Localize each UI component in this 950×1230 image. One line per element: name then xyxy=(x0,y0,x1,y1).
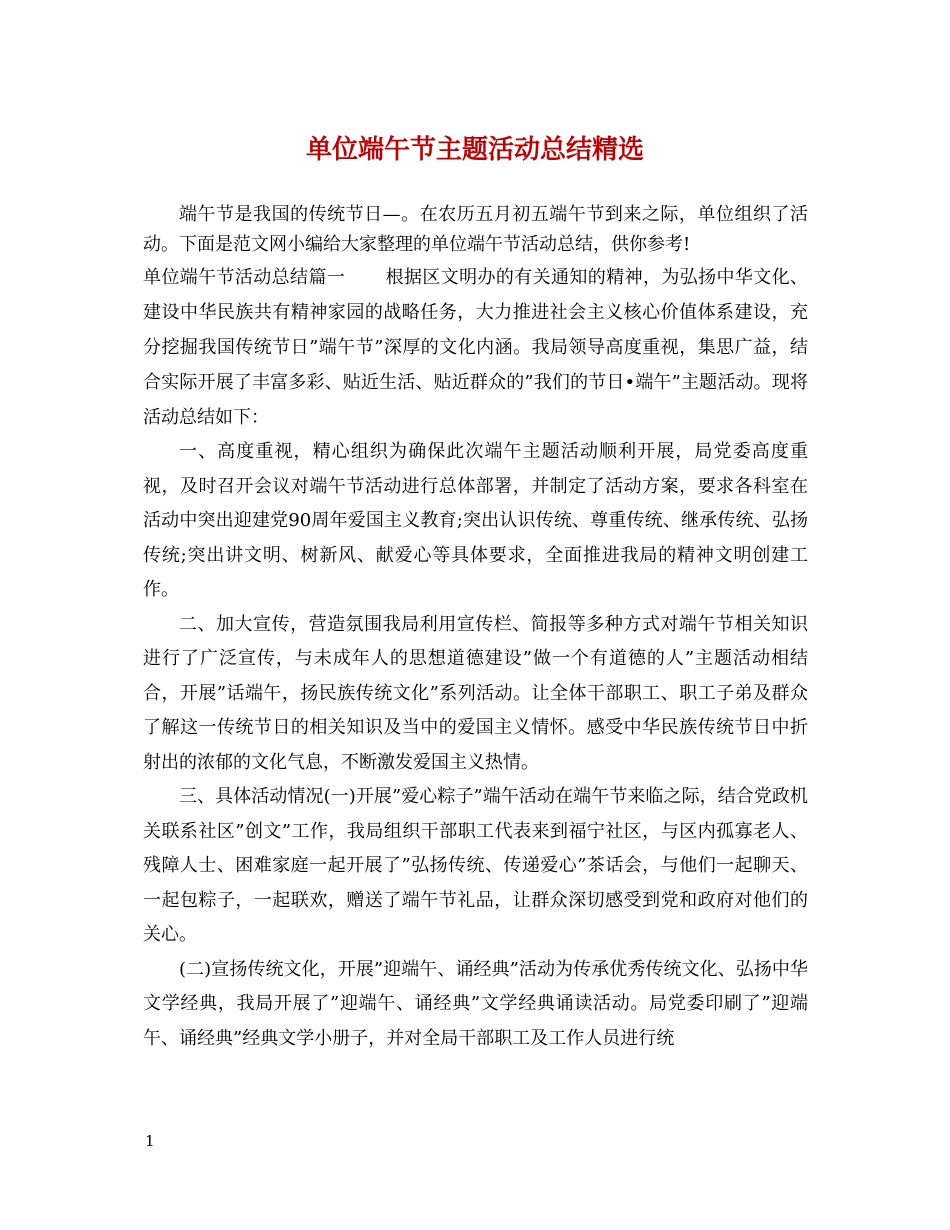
document-body xyxy=(143,200,808,1056)
intro-paragraph: 端午节是我国的传统节日—。在农历五月初五端午节到来之际，单位组织了活动。下面是范文网小编给大家整理的单位端午节活动总结，供你参考! xyxy=(143,204,808,255)
section-heading: 单位端午节活动总结篇一 xyxy=(143,267,346,288)
body-paragraph-1: 一、高度重视，精心组织为确保此次端午主题活动顺利开展，局党委高度重视，及时召开会议对端午节活动进行总体部署，并制定了活动方案，要求各科室在活动中突出迎建党90周年爱国主义教育;突出认识传统、尊重传统、继承传统、弘扬传统;突出讲文明、树新风、献爱心等具体要求，全面推进我局的精神文明创建工作。 xyxy=(143,441,808,600)
section-first-text: 根据区文明办的有关通知的精神，为弘扬中华文化、建设中华民族共有精神家园的战略任务，大力推进社会主义核心价值体系建设，充分挖掘我国传统节日”端午节”深厚的文化内涵。我局领导高度重视，集思广益，结合实际开展了丰富多彩、贴近生活、贴近群众的”我们的节日•端午”主题活动。现将活动总结如下： xyxy=(143,267,809,428)
body-paragraph-3: 三、具体活动情况(一)开展”爱心粽子”端午活动在端午节来临之际，结合党政机关联系社区”创文”工作，我局组织干部职工代表来到福宁社区，与区内孤寡老人、残障人士、困难家庭一起开展了”弘扬传统、传递爱心”茶话会，与他们一起聊天、一起包粽子，一起联欢，赠送了端午节礼品，让群众深切感受到党和政府对他们的关心。 xyxy=(143,786,808,945)
body-paragraph-4: (二)宣扬传统文化，开展”迎端午、诵经典”活动为传承优秀传统文化、弘扬中华文学经典，我局开展了”迎端午、诵经典”文学经典诵读活动。局党委印刷了”迎端午、诵经典”经典文学小册子，并对全局干部职工及工作人员进行统 xyxy=(143,958,808,1049)
section-paragraph xyxy=(143,260,808,435)
page-number: 1 xyxy=(145,1132,155,1150)
document-title: 单位端午节主题活动总结精选 xyxy=(305,135,644,165)
body-paragraph-2: 二、加大宣传，营造氛围我局利用宣传栏、简报等多种方式对端午节相关知识进行了广泛宣传，与未成年人的思想道德建设”做一个有道德的人”主题活动相结合，开展”话端午，扬民族传统文化”系列活动。让全体干部职工、职工子弟及群众了解这一传统节日的相关知识及当中的爱国主义情怀。感受中华民族传统节日中折射出的浓郁的文化气息，不断激发爱国主义热情。 xyxy=(143,613,808,773)
